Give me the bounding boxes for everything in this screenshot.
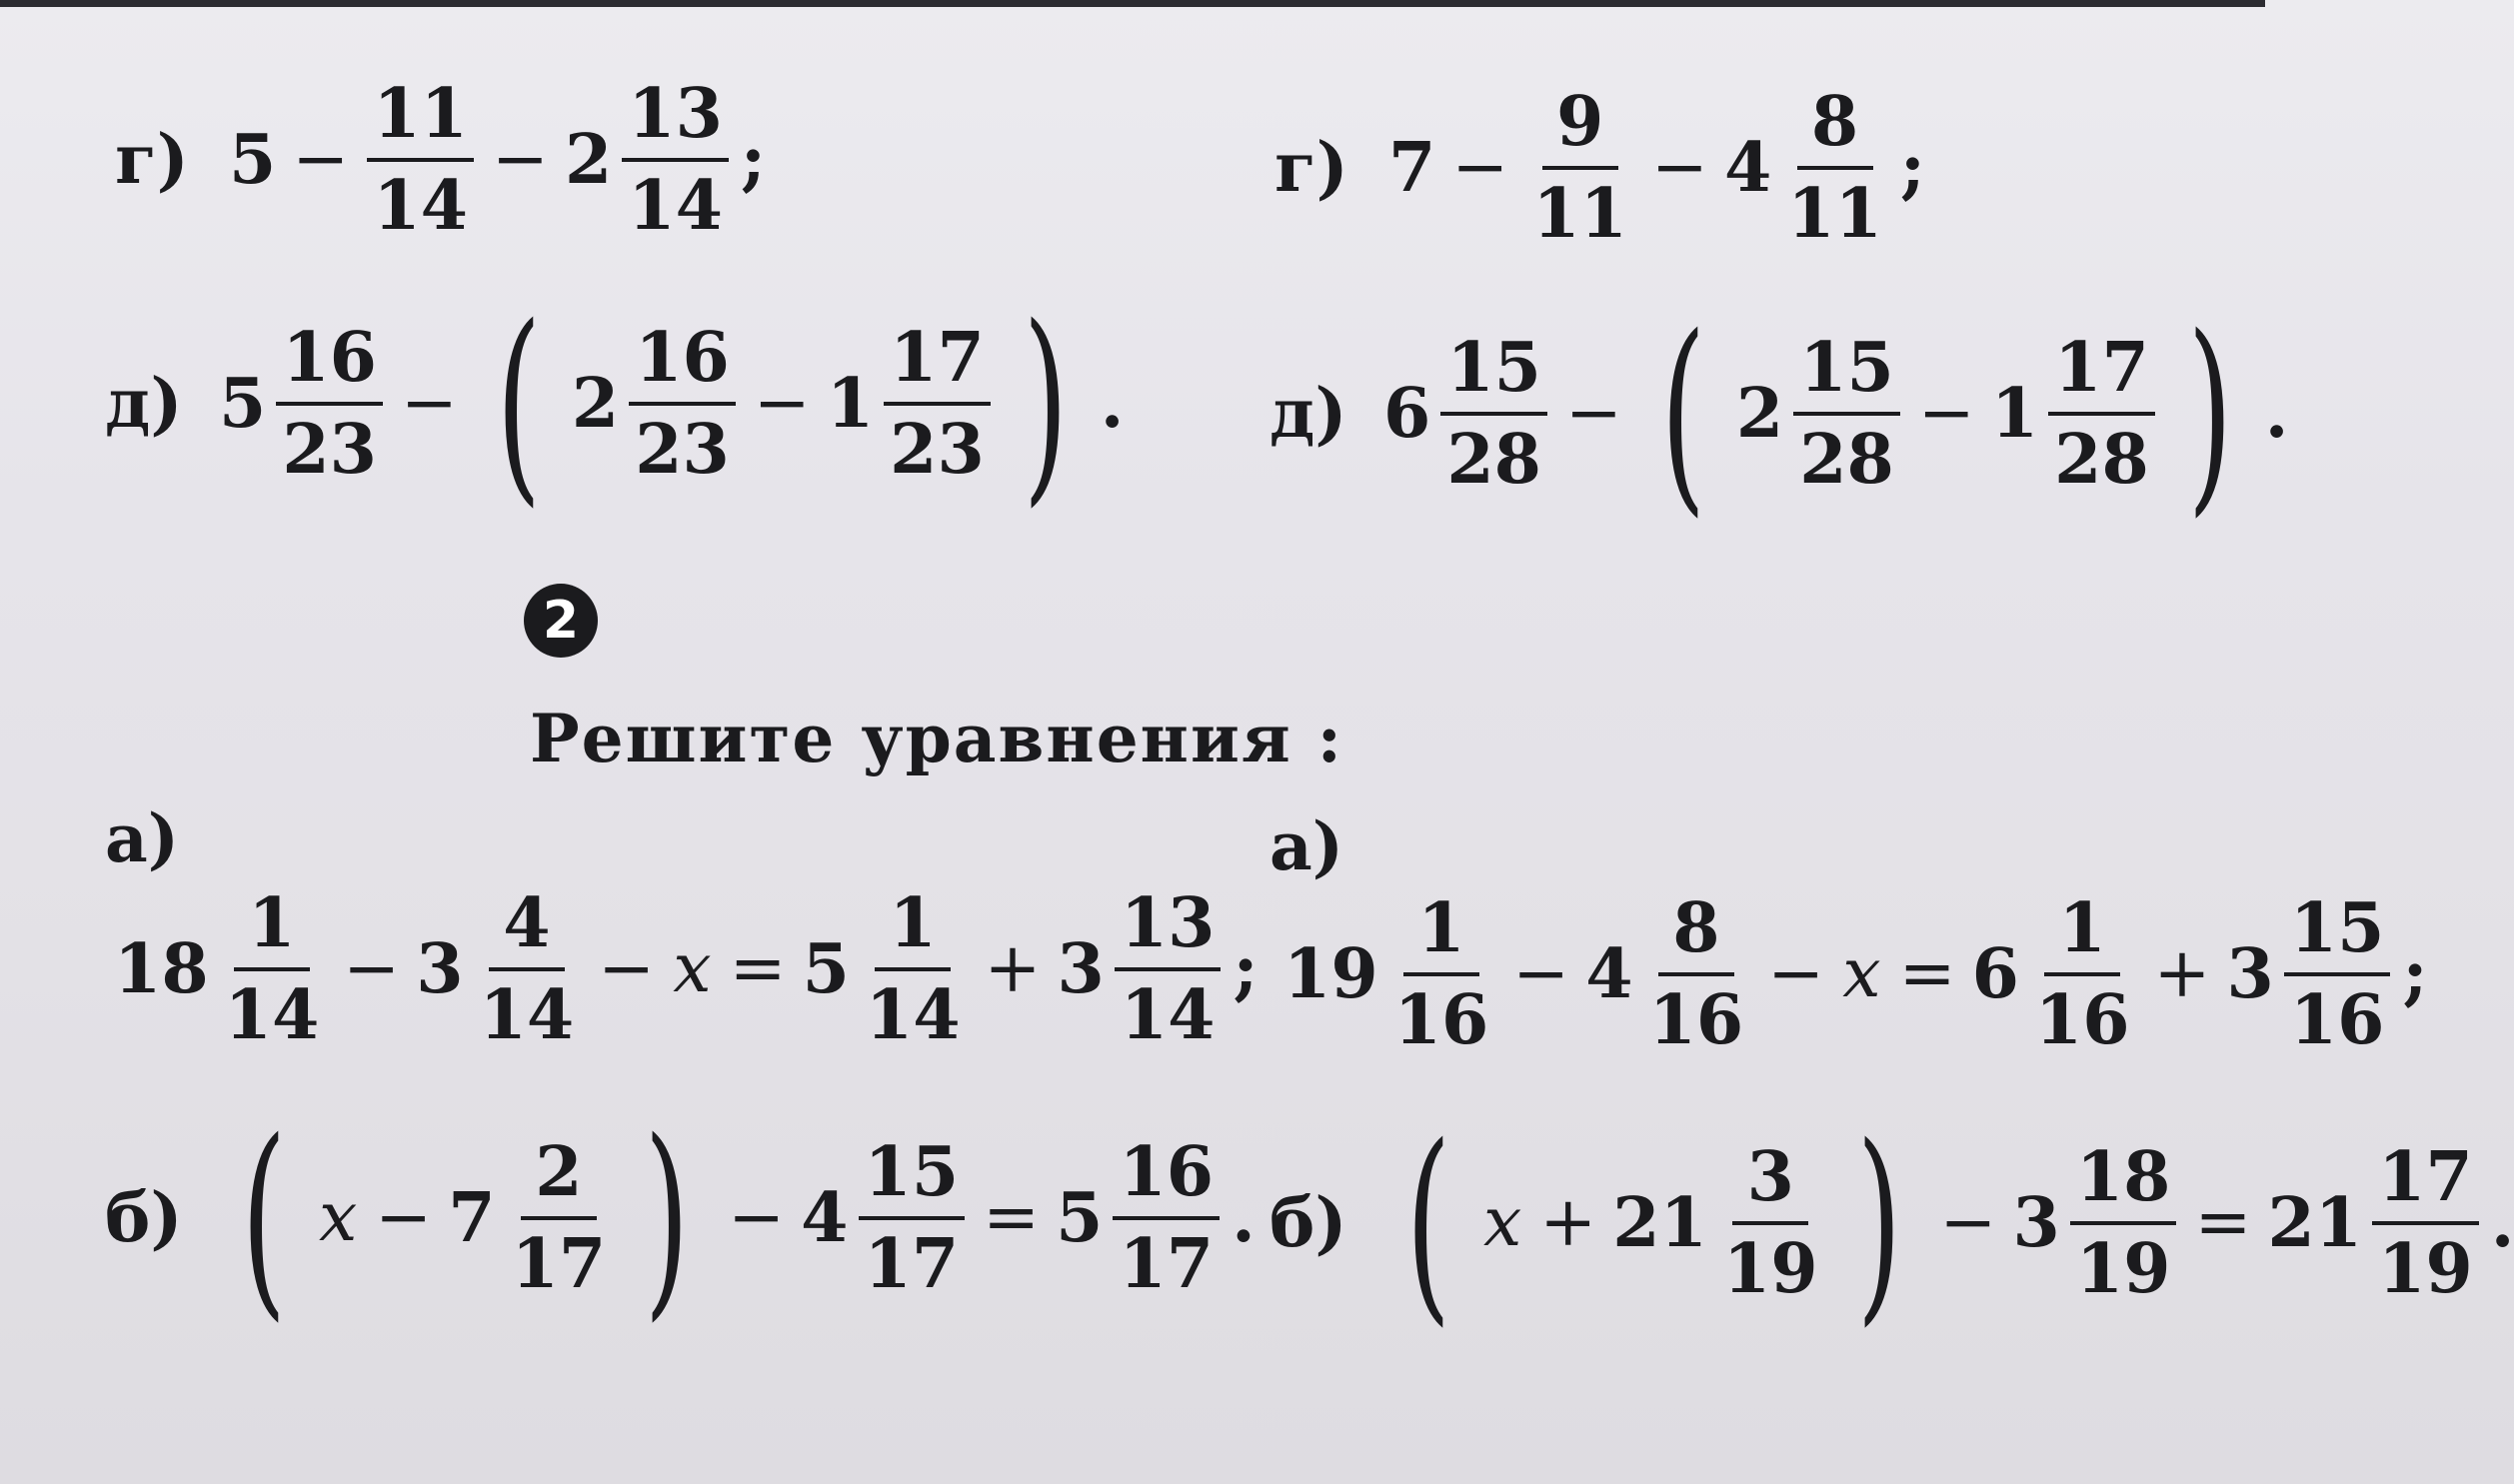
fraction xyxy=(622,74,729,246)
right-parenthesis: ) xyxy=(1855,1100,1902,1345)
fraction xyxy=(1717,1137,1824,1309)
item-label: д) xyxy=(1269,374,1347,454)
fraction xyxy=(1440,328,1547,500)
fraction xyxy=(1526,82,1633,254)
denominator: 14 xyxy=(865,975,961,1055)
denominator: 19 xyxy=(2075,1229,2171,1309)
semicolon: ; xyxy=(2402,934,2428,1014)
fraction xyxy=(1781,82,1888,254)
period: . xyxy=(2490,1183,2514,1263)
whole-number: 7 xyxy=(448,1178,496,1258)
fraction xyxy=(367,74,474,246)
fraction xyxy=(2372,1137,2479,1309)
minus-sign: − xyxy=(1917,374,1975,453)
semicolon: ; xyxy=(740,120,767,200)
whole-number: 21 xyxy=(2267,1183,2363,1263)
denominator: 23 xyxy=(890,410,985,490)
minus-sign: − xyxy=(1451,128,1509,207)
left-parenthesis: ( xyxy=(1405,1100,1451,1345)
denominator: 16 xyxy=(1648,980,1744,1060)
whole-number: 6 xyxy=(1383,374,1431,454)
right-parenthesis: ) xyxy=(1023,281,1069,526)
whole-number: 3 xyxy=(2012,1183,2060,1263)
numerator: 18 xyxy=(2070,1143,2177,1225)
plus-sign: + xyxy=(1539,1183,1597,1262)
whole-number: 21 xyxy=(1612,1183,1707,1263)
semicolon: ; xyxy=(1233,929,1258,1009)
plus-sign: + xyxy=(984,929,1042,1008)
fraction xyxy=(1113,1132,1220,1304)
variable-x: x xyxy=(318,1178,358,1257)
numerator: 15 xyxy=(1793,334,1900,416)
denominator: 28 xyxy=(1446,420,1541,500)
minus-sign: − xyxy=(1650,128,1708,207)
equals-sign: = xyxy=(2194,1183,2252,1262)
fraction xyxy=(276,318,383,490)
item-label: г) xyxy=(115,120,189,200)
equation-b-left xyxy=(105,1095,1256,1340)
numerator: 4 xyxy=(489,889,565,971)
fraction xyxy=(2029,888,2136,1060)
left-parenthesis: ( xyxy=(496,281,542,526)
denominator: 11 xyxy=(1787,174,1882,254)
numerator: 8 xyxy=(1797,88,1873,170)
whole-number: 3 xyxy=(1057,929,1105,1009)
fraction xyxy=(2070,1137,2177,1309)
whole-number: 5 xyxy=(219,364,267,444)
whole-number: 4 xyxy=(1585,934,1633,1014)
fraction xyxy=(1115,883,1222,1055)
whole-number: 7 xyxy=(1388,128,1436,208)
denominator: 19 xyxy=(1722,1229,1818,1309)
exercise-g-left xyxy=(115,74,767,246)
variable-x: x xyxy=(1842,934,1881,1013)
numerator: 16 xyxy=(629,324,736,406)
plus-sign: + xyxy=(2153,934,2211,1013)
numerator: 15 xyxy=(2284,894,2391,976)
denominator: 17 xyxy=(1119,1224,1215,1304)
whole-number: 3 xyxy=(2226,934,2274,1014)
minus-sign: − xyxy=(728,1178,786,1257)
numerator: 1 xyxy=(1403,894,1479,976)
exercise-d-right xyxy=(1269,291,2289,536)
minus-sign: − xyxy=(1512,934,1570,1013)
fraction xyxy=(860,883,967,1055)
variable-x: x xyxy=(673,929,712,1008)
fraction xyxy=(2048,328,2155,500)
whole-number: 2 xyxy=(564,120,613,200)
minus-sign: − xyxy=(292,120,350,199)
whole-number: 5 xyxy=(1056,1178,1104,1258)
period: . xyxy=(1100,364,1125,444)
item-label: г) xyxy=(1274,128,1348,208)
numerator: 13 xyxy=(622,80,729,162)
whole-number: 1 xyxy=(1990,374,2039,454)
numerator: 16 xyxy=(1113,1138,1220,1220)
semicolon: ; xyxy=(1899,128,1926,208)
numerator: 17 xyxy=(884,324,991,406)
item-label: д) xyxy=(105,364,183,444)
numerator: 17 xyxy=(2372,1143,2479,1225)
denominator: 14 xyxy=(479,975,575,1055)
denominator: 16 xyxy=(2289,980,2385,1060)
fraction xyxy=(1388,888,1495,1060)
denominator: 23 xyxy=(282,410,377,490)
denominator: 23 xyxy=(635,410,730,490)
fraction xyxy=(474,883,581,1055)
denominator: 14 xyxy=(224,975,320,1055)
minus-sign: − xyxy=(343,929,401,1008)
fraction xyxy=(859,1132,966,1304)
whole-number: 4 xyxy=(801,1178,849,1258)
denominator: 17 xyxy=(511,1224,607,1304)
denominator: 17 xyxy=(864,1224,960,1304)
whole-number: 4 xyxy=(1723,128,1772,208)
equals-sign: = xyxy=(1898,934,1956,1013)
minus-sign: − xyxy=(375,1178,433,1257)
whole-number: 6 xyxy=(1971,934,2019,1014)
fraction xyxy=(219,883,326,1055)
right-parenthesis: ) xyxy=(644,1095,690,1340)
item-label-a-right: а) xyxy=(1269,807,1343,885)
numerator: 17 xyxy=(2048,334,2155,416)
numerator: 2 xyxy=(521,1138,597,1220)
fraction xyxy=(506,1132,613,1304)
whole-number: 2 xyxy=(1735,374,1784,454)
whole-number: 19 xyxy=(1283,934,1378,1014)
denominator: 19 xyxy=(2378,1229,2473,1309)
denominator: 28 xyxy=(1799,420,1894,500)
period: . xyxy=(2264,374,2289,454)
exercise-g-right xyxy=(1274,82,1926,254)
denominator: 14 xyxy=(373,166,468,246)
numerator: 15 xyxy=(859,1138,966,1220)
denominator: 16 xyxy=(2034,980,2130,1060)
numerator: 1 xyxy=(234,889,310,971)
fraction xyxy=(884,318,991,490)
numerator: 1 xyxy=(2044,894,2120,976)
numerator: 3 xyxy=(1732,1143,1808,1225)
minus-sign: − xyxy=(491,120,549,199)
numerator: 13 xyxy=(1115,889,1222,971)
equals-sign: = xyxy=(983,1178,1041,1257)
top-rule xyxy=(0,0,2265,7)
item-label: б) xyxy=(1269,1183,1347,1263)
numerator: 9 xyxy=(1542,88,1618,170)
equation-a-right xyxy=(1279,888,2428,1060)
fraction xyxy=(1793,328,1900,500)
minus-sign: − xyxy=(1767,934,1825,1013)
item-label: б) xyxy=(105,1178,183,1258)
numerator: 15 xyxy=(1440,334,1547,416)
item-label-a-left: а) xyxy=(105,799,179,877)
denominator: 14 xyxy=(628,166,723,246)
whole-number: 2 xyxy=(571,364,620,444)
whole-number: 3 xyxy=(416,929,464,1009)
left-parenthesis: ( xyxy=(241,1095,287,1340)
equation-b-right xyxy=(1269,1100,2514,1345)
right-parenthesis: ) xyxy=(2187,291,2233,536)
equation-a-left xyxy=(110,883,1258,1055)
denominator: 16 xyxy=(1393,980,1489,1060)
period: . xyxy=(1232,1178,1256,1258)
fraction xyxy=(629,318,736,490)
denominator: 11 xyxy=(1532,174,1627,254)
numerator: 11 xyxy=(367,80,474,162)
numerator: 1 xyxy=(875,889,951,971)
fraction xyxy=(2284,888,2391,1060)
whole-number: 5 xyxy=(229,120,277,200)
whole-number: 1 xyxy=(826,364,875,444)
numerator: 16 xyxy=(276,324,383,406)
minus-sign: − xyxy=(400,364,458,443)
minus-sign: − xyxy=(1564,374,1622,453)
minus-sign: − xyxy=(598,929,656,1008)
exercise-d-left xyxy=(105,281,1125,526)
equals-sign: = xyxy=(729,929,787,1008)
variable-x: x xyxy=(1482,1183,1522,1262)
minus-sign: − xyxy=(1939,1183,1997,1262)
section-heading: Решите уравнения : xyxy=(530,700,1344,777)
denominator: 14 xyxy=(1120,975,1216,1055)
minus-sign: − xyxy=(753,364,811,443)
whole-number: 18 xyxy=(114,929,209,1009)
denominator: 28 xyxy=(2054,420,2149,500)
left-parenthesis: ( xyxy=(1660,291,1706,536)
numerator: 8 xyxy=(1658,894,1734,976)
fraction xyxy=(1643,888,1750,1060)
whole-number: 5 xyxy=(802,929,850,1009)
section-number-badge: 2 xyxy=(524,584,598,658)
